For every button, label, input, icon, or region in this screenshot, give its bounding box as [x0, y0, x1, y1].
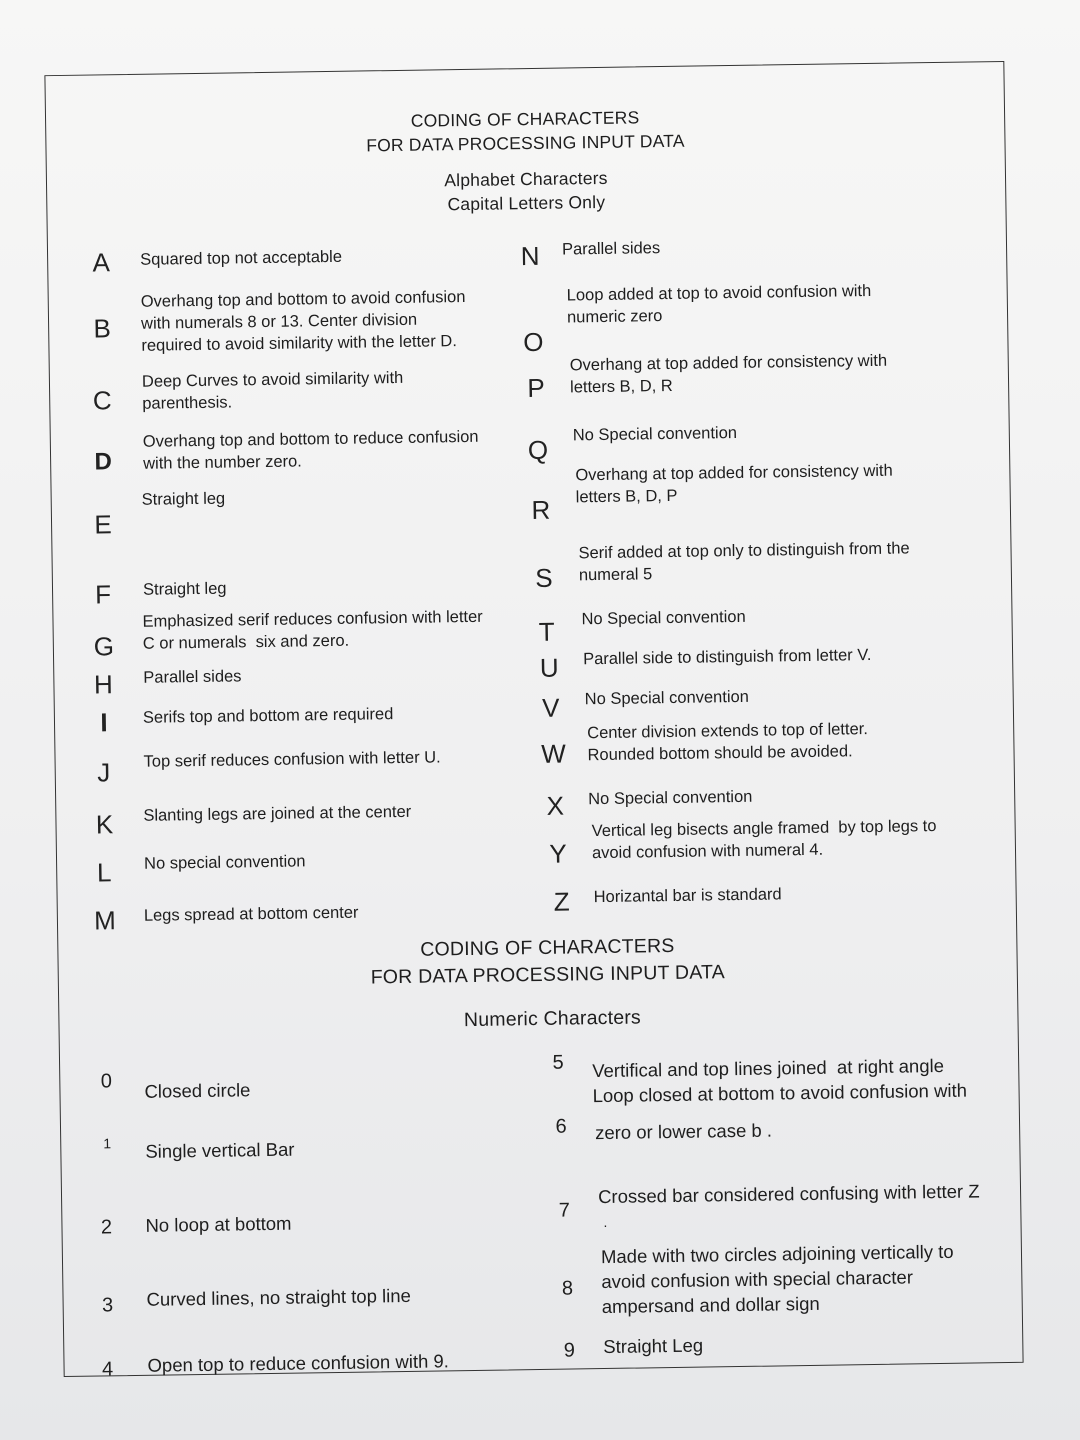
char-p: P: [527, 372, 545, 404]
subtitle-line-2: Capital Letters Only: [447, 191, 606, 215]
char-a: A: [92, 247, 111, 278]
char-t: T: [538, 616, 555, 647]
char-o: O: [523, 326, 544, 358]
char-v: V: [541, 692, 560, 723]
num-desc-5: Vertifical and top lines joined at right angle Loop closed at bottom to avoid confusion with: [592, 1054, 968, 1107]
desc-r: Overhang at top added for consistency with letters B, D, P: [575, 461, 893, 507]
desc-h: Parallel sides: [143, 667, 242, 687]
num-desc-9: Straight Leg: [603, 1334, 704, 1358]
num-4: 4: [101, 1358, 114, 1381]
char-q: Q: [527, 434, 549, 466]
numeric-title-line-1: CODING OF CHARACTERS: [420, 934, 675, 961]
char-l: L: [96, 857, 112, 888]
char-h: H: [93, 669, 114, 700]
desc-l: No special convention: [143, 852, 306, 873]
desc-n: Parallel sides: [561, 239, 661, 259]
desc-q: No Special convention: [572, 423, 738, 445]
num-desc-6: zero or lower case b .: [594, 1119, 773, 1144]
char-x: X: [546, 790, 565, 821]
desc-p: Overhang at top added for consistency with letters B, D, R: [569, 351, 888, 397]
num-desc-8: Made with two circles adjoining vertically to avoid confusion with special character ampersand and dollar sign: [600, 1240, 954, 1318]
num-3: 3: [101, 1294, 114, 1317]
num-9: 9: [563, 1339, 576, 1362]
char-z: Z: [553, 886, 570, 917]
num-desc-2: No loop at bottom: [145, 1212, 292, 1236]
num-8: 8: [561, 1277, 574, 1300]
num-desc-0: Closed circle: [144, 1079, 251, 1102]
desc-s: Serif added at top only to distinguish from the numeral 5: [578, 539, 910, 585]
char-s: S: [535, 562, 553, 593]
char-b: B: [93, 313, 112, 344]
char-n: N: [520, 240, 540, 272]
alphabet-subtitle: [47, 160, 1006, 222]
desc-x: No Special convention: [588, 787, 753, 809]
desc-j: Top serif reduces confusion with letter U.: [143, 748, 441, 771]
char-j: J: [97, 757, 111, 788]
desc-e: Straight leg: [141, 489, 226, 509]
desc-y: Vertical leg bisects angle framed by top legs to avoid confusion with numeral 4.: [591, 817, 937, 863]
char-d: D: [94, 448, 113, 476]
desc-c: Deep Curves to avoid similarity with parenthesis.: [141, 368, 404, 413]
subtitle-line-1: Alphabet Characters: [444, 167, 608, 191]
char-u: U: [539, 652, 559, 683]
title-line-1: CODING OF CHARACTERS: [410, 107, 640, 131]
numeric-title-line-2: FOR DATA PROCESSING INPUT DATA: [370, 961, 726, 989]
num-0: 0: [100, 1070, 113, 1093]
desc-f: Straight leg: [142, 579, 227, 599]
page-title: [46, 100, 1005, 162]
num-2: 2: [100, 1216, 113, 1239]
desc-z: Horizantal bar is standard: [593, 885, 782, 907]
num-desc-3: Curved lines, no straight top line: [146, 1284, 411, 1310]
numeric-subtitle: Numeric Characters: [463, 1006, 642, 1032]
desc-b: Overhang top and bottom to avoid confusion with numerals 8 or 13. Center division required to avoid similarity with the letter D.: [140, 287, 466, 355]
char-k: K: [95, 809, 114, 840]
desc-k: Slanting legs are joined at the center: [143, 802, 412, 825]
num-1: 1: [103, 1135, 112, 1152]
num-6: 6: [555, 1115, 567, 1138]
desc-t: No Special convention: [581, 607, 746, 629]
char-r: R: [531, 494, 551, 526]
title-line-2: FOR DATA PROCESSING INPUT DATA: [366, 130, 685, 156]
desc-a: Squared top not acceptable: [140, 247, 343, 269]
desc-o: Loop added at top to avoid confusion with numeric zero: [566, 281, 872, 327]
char-e: E: [94, 509, 112, 540]
desc-u: Parallel side to distinguish from letter V.: [582, 645, 872, 669]
char-y: Y: [549, 838, 567, 869]
char-w: W: [541, 738, 567, 769]
desc-v: No Special convention: [584, 687, 750, 709]
desc-d: Overhang top and bottom to reduce confusion with the number zero.: [142, 427, 479, 473]
desc-m: Legs spread at bottom center: [143, 903, 359, 925]
numeric-title: [68, 928, 1027, 996]
num-7: 7: [558, 1199, 571, 1222]
num-desc-7: Crossed bar considered confusing with letter Z: [597, 1180, 980, 1208]
desc-w: Center division extends to top of letter. Rounded bottom should be avoided.: [587, 720, 868, 765]
desc-i: Serifs top and bottom are required: [142, 705, 394, 727]
char-m: M: [93, 905, 116, 936]
desc-g: Emphasized serif reduces confusion with letter C or numerals six and zero.: [142, 607, 483, 653]
char-c: C: [92, 385, 112, 416]
num-desc-4: Open top to reduce confusion with 9.: [147, 1350, 450, 1376]
char-g: G: [93, 631, 115, 662]
stray-mark: .: [603, 1213, 608, 1231]
document-frame: [44, 61, 1023, 1381]
num-5: 5: [552, 1051, 564, 1074]
char-f: F: [94, 579, 112, 610]
num-desc-1: Single vertical Bar: [145, 1138, 295, 1162]
char-i: I: [100, 707, 108, 738]
